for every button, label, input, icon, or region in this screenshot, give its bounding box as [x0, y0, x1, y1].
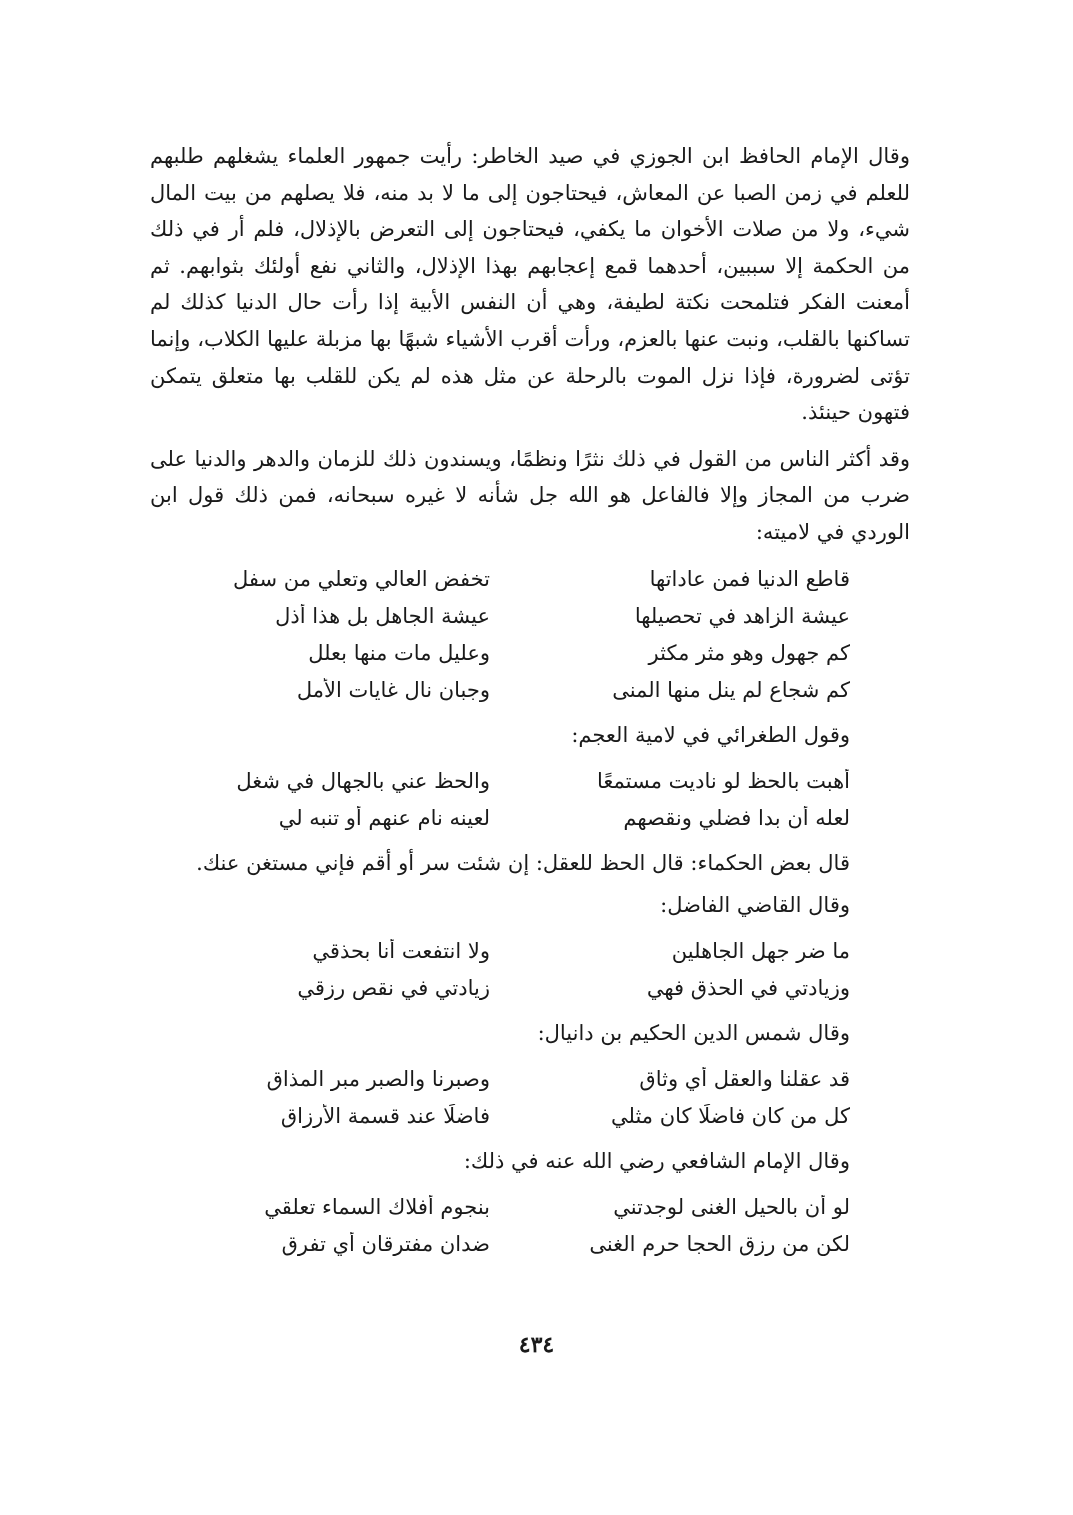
verse-line: [150, 800, 850, 837]
verse-line: [150, 1098, 850, 1135]
verse-first-hemistich: قاطع الدنيا فمن عاداتها: [649, 567, 850, 592]
verse-line: [150, 1189, 850, 1226]
verse-second-hemistich: عيشة الجاهل بل هذا أذل: [275, 604, 490, 629]
verse-second-hemistich: بنجوم أفلاك السماء تعلقي: [264, 1195, 490, 1220]
intro-shafii: وقال الإمام الشافعي رضي الله عنه في ذلك:: [463, 1148, 850, 1173]
intro-tughrai: وقول الطغرائي في لامية العجم:: [571, 722, 850, 747]
verse-first-hemistich: أهبت بالحظ لو ناديت مستمعًا: [597, 769, 850, 794]
paragraph-intro-ibn-wardi: وقد أكثر الناس من القول في ذلك نثرًا ونظمًا، ويسندون ذلك للزمان والدهر والدنيا على ضرب من المجاز وإلا فالفاعل هو الله جل شأنه لا غيره سبحانه، فمن ذلك قول ابن الوردي في لاميته:: [150, 446, 910, 544]
intro-ibn-daniyal: وقال شمس الدين الحكيم بن دانيال:: [537, 1020, 850, 1045]
verse-line: [150, 933, 850, 970]
verse-first-hemistich: كم شجاع لم ينل منها المنى: [612, 678, 850, 703]
verse-first-hemistich: كم جهول وهو مثر مكثر: [648, 641, 850, 666]
poem-ibn-wardi: [150, 561, 910, 709]
verse-line: [150, 561, 850, 598]
verse-second-hemistich: تخفض العالي وتعلي من سفل: [232, 567, 490, 592]
verse-first-hemistich: لعله أن بدا فضلي ونقصهم: [623, 806, 850, 831]
saying-wise-men: قال بعض الحكماء: قال الحظ للعقل: إن شئت سر أو أقم فإني مستغن عنك.: [196, 850, 850, 875]
verse-first-hemistich: لو أن بالحيل الغنى لوجدتني: [613, 1195, 850, 1220]
poem-shafii: [150, 1189, 910, 1263]
verse-second-hemistich: ضدان مفترقان أي تفرق: [281, 1232, 490, 1257]
verse-second-hemistich: زيادتي في نقص رزقي: [297, 976, 490, 1001]
verse-first-hemistich: عيشة الزاهد في تحصيلها: [634, 604, 850, 629]
verse-first-hemistich: كل من كان فاضلًا كان مثلي: [611, 1104, 850, 1129]
poem-qadi-fadil: [150, 933, 910, 1007]
verse-first-hemistich: وزيادتي في الحذق فهي: [646, 976, 850, 1001]
verse-first-hemistich: لكن من رزق الحجا حرم الغنى: [589, 1232, 850, 1257]
verse-second-hemistich: والحظ عني بالجهال في شغل: [236, 769, 490, 794]
verse-line: [150, 763, 850, 800]
page-body: [150, 138, 910, 1271]
verse-line: [150, 1226, 850, 1263]
verse-line: [150, 970, 850, 1007]
verse-second-hemistich: وعليل مات منها بعلل: [308, 641, 490, 666]
verse-second-hemistich: ولا انتفعت أنا بحذقي: [312, 939, 490, 964]
poem-ibn-daniyal: [150, 1061, 910, 1135]
page-number: ٤٣٤: [518, 1332, 555, 1358]
verse-second-hemistich: فاضلًا عند قسمة الأرزاق: [280, 1104, 490, 1129]
verse-line: [150, 1061, 850, 1098]
verse-line: [150, 635, 850, 672]
paragraph-ibn-jawzi: وقال الإمام الحافظ ابن الجوزي في صيد الخاطر: رأيت جمهور العلماء يشغلهم طلبهم للعلم في زمن الصبا عن المعاش، فيحتاجون إلى ما لا بد منه، فلا يصلهم من بيت المال شيء، ولا من صلات الأخوان ما يكفي، فيحتاجون إلى التعرض بالإذلال، فلم أر في ذلك من الحكمة إلا سببين، أحدهما قمع إعجابهم بهذا الإذلال، والثاني نفع أولئك بثوابهم. ثم أمعنت الفكر فتلمحت نكتة لطيفة، وهي أن النفس الأبية إذا رأت حال الدنيا كذلك لم تساكنها بالقلب، ونبت عنها بالعزم، ورأت أقرب الأشياء شبهًا بها مزبلة عليها الكلاب، وإنما تؤتى لضرورة، فإذا نزل الموت بالرحلة عن مثل هذه لم يكن للقلب بها متعلق يتمكن فتهون حينئذ.: [150, 144, 910, 425]
verse-line: [150, 672, 850, 709]
verse-second-hemistich: وصبرنا والصبر مبر المذاق: [266, 1067, 490, 1092]
verse-first-hemistich: قد عقلنا والعقل أي وثاق: [639, 1067, 850, 1092]
verse-second-hemistich: وجبان نال غايات الأمل: [296, 678, 490, 703]
verse-line: [150, 598, 850, 635]
intro-qadi-fadil: وقال القاضي الفاضل:: [660, 892, 850, 917]
verse-first-hemistich: ما ضر جهل الجاهلين: [671, 939, 850, 964]
verse-second-hemistich: لعينه نام عنهم أو تنبه لي: [278, 806, 490, 831]
poem-tughrai: [150, 763, 910, 837]
